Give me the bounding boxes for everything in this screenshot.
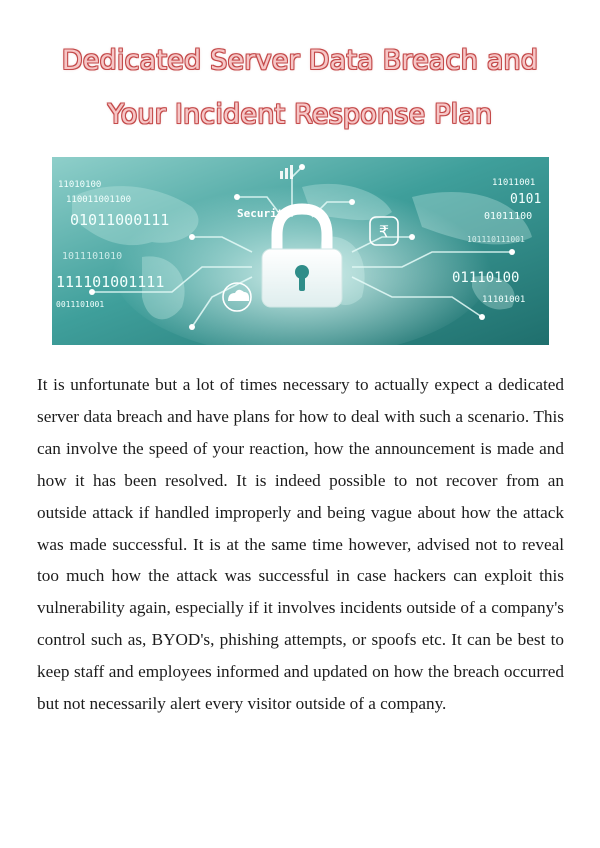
binary-right-1: 11011001 — [492, 178, 536, 188]
binary-left-2: 110011001100 — [66, 195, 132, 205]
body-paragraph: It is unfortunate but a lot of times necessary to actually expect a dedicated server data breach and have plans for how to deal with such a scenario. This can involve the speed of your reaction, how the announcement is made and how it has been resolved. It is indeed possible to not recover from an outside attack if handled improperly and being vague about how the attack was made successful. It is at the same time however, advised not to reveal too much how the attack was successful in case hackers can exploit this vulnerability again, especially if it involves incidents outside of a company's control such as, BYOD's, phishing attempts, or spoofs etc. It can be best to keep staff and employees informed and updated on how the breach occurred but not necessarily alert every visitor outside of a company. — [37, 375, 564, 714]
binary-left-3: 01011000111 — [70, 211, 170, 229]
binary-right-6: 11101001 — [482, 295, 526, 305]
binary-right-3: 01011100 — [484, 211, 533, 222]
binary-left-1: 11010100 — [58, 180, 102, 190]
security-caption: Security — [237, 207, 290, 220]
binary-right-5: 01110100 — [452, 270, 520, 286]
title-line-1: Dedicated Server Data Breach and — [61, 45, 539, 76]
security-illustration — [52, 157, 549, 345]
title-line-2: Your Incident Response Plan — [107, 99, 493, 130]
svg-text:₹: ₹ — [378, 222, 390, 241]
binary-right-2: 0101 — [510, 192, 542, 207]
security-hero-image — [52, 157, 549, 345]
binary-left-5: 111101001111 — [56, 273, 165, 291]
binary-right-4: 101110111001 — [467, 235, 525, 244]
binary-left-6: 0011101001 — [56, 300, 105, 309]
binary-left-4: 1011101010 — [62, 251, 123, 262]
page-title — [0, 34, 600, 142]
